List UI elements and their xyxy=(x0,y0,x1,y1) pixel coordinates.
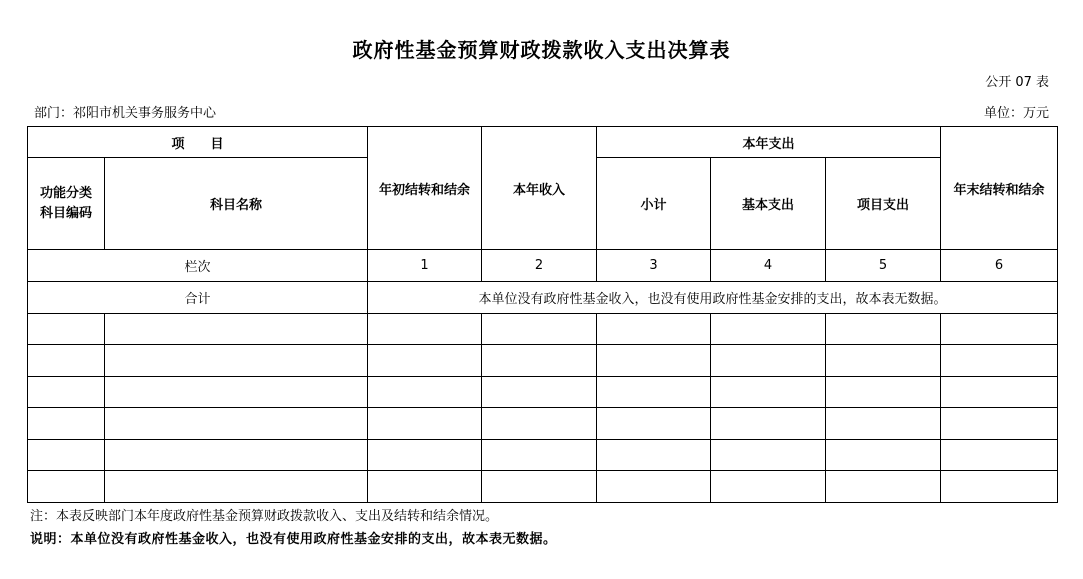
department-label: 部门：祁阳市机关事务服务中心 xyxy=(34,106,217,121)
table-row xyxy=(28,440,1058,471)
column-index-1: 1 xyxy=(368,250,482,282)
column-index-2: 2 xyxy=(482,250,597,282)
table-row xyxy=(28,314,1058,345)
table-note: 注：本表反映部门本年度政府性基金预算财政拨款收入、支出及结转和结余情况。 xyxy=(30,509,499,524)
table-row xyxy=(28,471,1058,503)
table-row xyxy=(28,408,1058,440)
total-message: 本单位没有政府性基金收入，也没有使用政府性基金安排的支出，故本表无数据。 xyxy=(368,282,1058,314)
header-begin-balance: 年初结转和结余 xyxy=(368,127,482,250)
header-func-code xyxy=(28,158,105,250)
form-code: 公开 07 表 xyxy=(985,75,1049,90)
header-end-balance: 年末结转和结余 xyxy=(941,127,1058,250)
total-label: 合计 xyxy=(28,282,368,314)
header-item: 项 目 xyxy=(28,127,368,158)
column-index-5: 5 xyxy=(826,250,941,282)
header-expense: 本年支出 xyxy=(597,127,941,158)
header-func-code-text: 功能分类科目编码 xyxy=(39,185,92,221)
header-project: 项目支出 xyxy=(826,158,941,250)
column-index-label: 栏次 xyxy=(28,250,368,282)
table-row xyxy=(28,345,1058,377)
total-row xyxy=(28,282,1058,314)
header-subject-name: 科目名称 xyxy=(105,158,368,250)
page-title: 政府性基金预算财政拨款收入支出决算表 xyxy=(352,38,731,62)
unit-label: 单位：万元 xyxy=(983,106,1049,121)
header-subtotal: 小计 xyxy=(597,158,711,250)
table-explanation: 说明：本单位没有政府性基金收入，也没有使用政府性基金安排的支出，故本表无数据。 xyxy=(30,532,557,547)
header-income: 本年收入 xyxy=(482,127,597,250)
table-row xyxy=(28,377,1058,408)
column-index-6: 6 xyxy=(941,250,1058,282)
column-index-4: 4 xyxy=(711,250,826,282)
column-index-row xyxy=(28,250,1058,282)
column-index-3: 3 xyxy=(597,250,711,282)
budget-table xyxy=(27,126,1058,503)
header-basic: 基本支出 xyxy=(711,158,826,250)
